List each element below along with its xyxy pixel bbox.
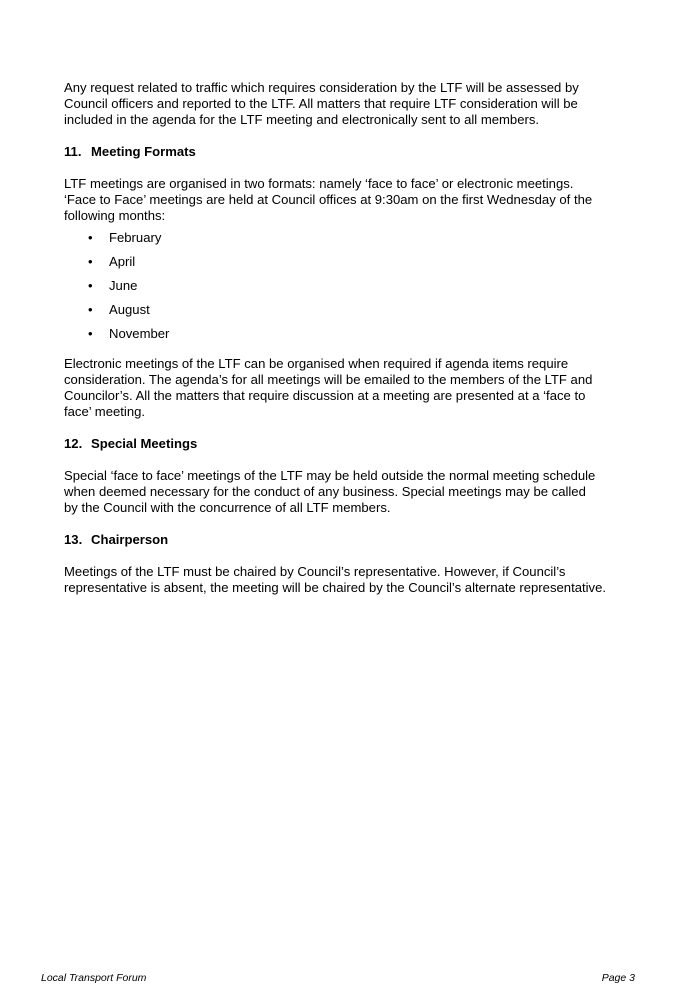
list-item (64, 254, 634, 270)
paragraph-line: Special ‘face to face’ meetings of the LTF may be held outside the normal meeting schedule (64, 468, 596, 483)
month-label: February (109, 230, 162, 245)
paragraph-line: representative is absent, the meeting will be chaired by the Council’s alternate representative. (64, 580, 606, 595)
paragraph-line: Meetings of the LTF must be chaired by Council’s representative. However, if Council’s (64, 564, 566, 579)
month-label: April (109, 254, 136, 269)
section-title: Special Meetings (91, 436, 198, 451)
footer-title: Local Transport Forum (41, 972, 147, 984)
paragraph-line: consideration. The agenda’s for all meetings will be emailed to the members of the LTF and (64, 372, 593, 387)
section-title: Meeting Formats (91, 144, 196, 159)
section-number: 11. (64, 144, 82, 159)
intro-line: included in the agenda for the LTF meeting and electronically sent to all members. (64, 112, 540, 127)
paragraph-line: face’ meeting. (64, 404, 146, 419)
paragraph-line: by the Council with the concurrence of all LTF members. (64, 500, 391, 515)
list-item (64, 302, 634, 318)
paragraph-line: when deemed necessary for the conduct of any business. Special meetings may be called (64, 484, 586, 499)
paragraph-line: ‘Face to Face’ meetings are held at Council offices at 9:30am on the first Wednesday of the (64, 192, 593, 207)
bullet-icon: • (88, 230, 93, 245)
bullet-icon: • (88, 254, 93, 269)
month-label: June (109, 278, 138, 293)
list-item (64, 326, 634, 342)
intro-paragraph (64, 80, 634, 128)
intro-line: Council officers and reported to the LTF. All matters that require LTF consideration will be (64, 96, 578, 111)
bullet-icon: • (88, 278, 93, 293)
bullet-icon: • (88, 326, 93, 341)
section-title: Chairperson (91, 532, 169, 547)
months-list (64, 230, 634, 342)
intro-line: Any request related to traffic which requires consideration by the LTF will be assessed by (64, 80, 579, 95)
paragraph-line: following months: (64, 208, 166, 223)
paragraph-line: Electronic meetings of the LTF can be organised when required if agenda items require (64, 356, 569, 371)
bullet-icon: • (88, 302, 93, 317)
section-number: 12. (64, 436, 83, 451)
paragraph-line: Councilor’s. All the matters that require discussion at a meeting are presented at a ‘face to (64, 388, 586, 403)
section-13-paragraph (64, 564, 634, 596)
month-label: August (109, 302, 150, 317)
section-12-heading (64, 436, 634, 452)
section-11-heading (64, 144, 634, 160)
list-item (64, 230, 634, 246)
section-number: 13. (64, 532, 83, 547)
list-item (64, 278, 634, 294)
section-12-paragraph (64, 468, 634, 516)
paragraph-line: LTF meetings are organised in two formats: namely ‘face to face’ or electronic meetings. (64, 176, 574, 191)
section-13-heading (64, 532, 634, 548)
section-11-paragraph-2 (64, 356, 634, 420)
page-number: Page 3 (601, 972, 635, 984)
document-body (64, 80, 634, 596)
section-11-paragraph-1 (64, 176, 634, 224)
month-label: November (109, 326, 170, 341)
